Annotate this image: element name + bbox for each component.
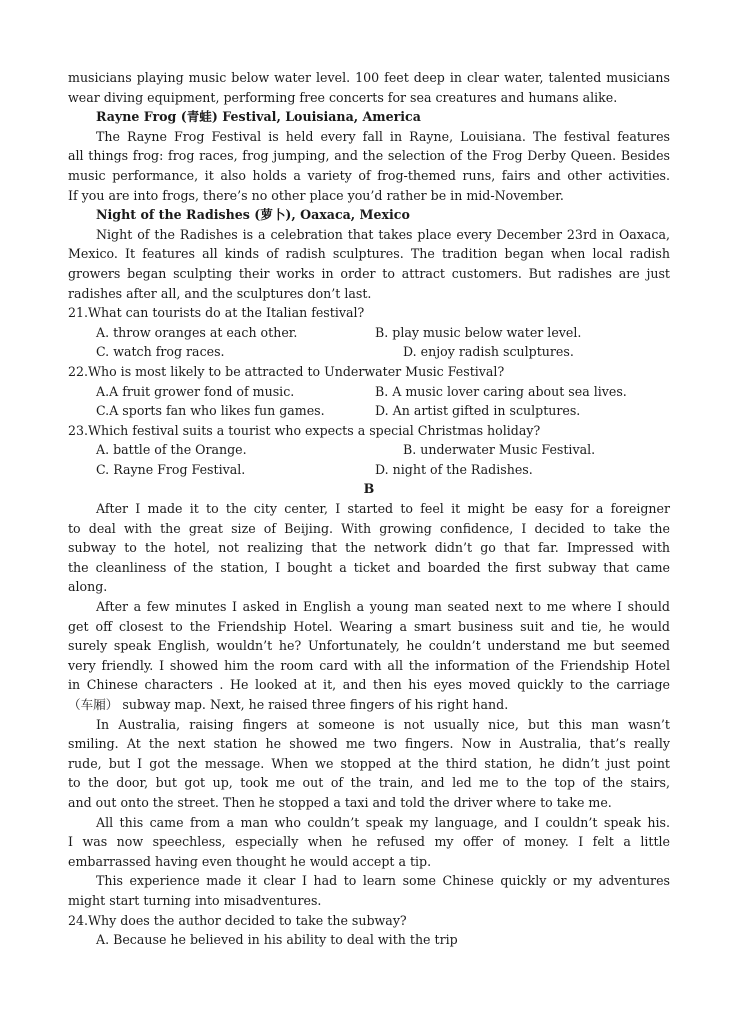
option: C. watch frog races. [96,344,225,360]
text-line: （车厢） subway map. Next, he raised three fingers of his right hand. [68,697,509,712]
text-line: Mexico. It features all kinds of radish sculptures. The tradition began when local radish [68,246,670,262]
question-stem: 24.Why does the author decided to take the subway? [68,912,407,928]
question-stem: 21.What can tourists do at the Italian festival? [68,305,365,321]
text-line: get off closest to the Friendship Hotel. Wearing a smart business suit and tie, he would [68,618,670,634]
festival-heading: Rayne Frog (青蛙) Festival, Louisiana, America [96,109,421,125]
text-line: smiling. At the next station he showed me two fingers. Now in Australia, that’s really [68,736,670,752]
option-row [68,401,670,421]
option: A. battle of the Orange. [96,442,247,458]
text-line: radishes after all, and the sculptures don’t last. [68,285,372,301]
text-line: embarrassed having even thought he would accept a tip. [68,853,432,869]
text-line: rude, but I got the message. When we stopped at the third station, he didn’t just point [68,755,670,771]
text-line: subway to the hotel, not realizing that the network didn’t go that far. Impressed with [68,540,670,556]
text-line: wear diving equipment, performing free concerts for sea creatures and humans alike. [68,89,618,105]
text-line: growers began sculpting their works in order to attract customers. But radishes are just [68,265,670,281]
text-line: and out onto the street. Then he stopped a taxi and told the driver where to take me. [68,794,612,810]
text-line: After a few minutes I asked in English a young man seated next to me where I should [96,599,670,615]
option: C.A sports fan who likes fun games. [96,403,325,419]
option: B. play music below water level. [375,324,582,340]
text-line: music performance, it also holds a variety of frog-themed runs, fairs and other activities. [68,167,670,183]
option: A. throw oranges at each other. [96,324,298,340]
question-stem: 23.Which festival suits a tourist who expects a special Christmas holiday? [68,422,541,438]
option: C. Rayne Frog Festival. [96,461,246,477]
exam-page [68,68,670,950]
text-line: the cleanliness of the station, I bought a ticket and boarded the first subway that came [68,559,670,575]
text-line: surely speak English, wouldn’t he? Unfortunately, he couldn’t understand me but seemed [68,638,670,654]
text-line: In Australia, raising fingers at someone is not usually nice, but this man wasn’t [96,716,670,732]
text-line: After I made it to the city center, I started to feel it might be easy for a foreigner [96,501,670,517]
option: B. underwater Music Festival. [403,442,596,458]
text-line: very friendly. I showed him the room card with all the information of the Friendship Hotel [68,657,670,673]
text-line: This experience made it clear I had to learn some Chinese quickly or my adventures [96,873,670,889]
text-line: to the door, but got up, took me out of the train, and led me to the top of the stairs, [68,775,670,791]
text-line: along. [68,579,108,595]
text-line: all things frog: frog races, frog jumping, and the selection of the Frog Derby Queen. Besides [68,148,670,164]
option: A.A fruit grower fond of music. [96,383,295,399]
option: A. Because he believed in his ability to deal with the trip [96,932,458,948]
text-line: If you are into frogs, there’s no other place you’d rather be in mid-November. [68,187,564,203]
text-line: to deal with the great size of Beijing. With growing confidence, I decided to take the [68,520,670,536]
text-line: in Chinese characters . He looked at it, and then his eyes moved quickly to the carriage [68,677,670,693]
option: B. A music lover caring about sea lives. [375,383,627,399]
option: D. enjoy radish sculptures. [403,344,574,360]
festival-heading: Night of the Radishes (萝卜), Oaxaca, Mexico [96,207,410,223]
option-row [68,323,670,343]
text-line: The Rayne Frog Festival is held every fall in Rayne, Louisiana. The festival features [96,128,670,144]
text-line: Night of the Radishes is a celebration that takes place every December 23rd in Oaxaca, [96,226,670,242]
option-row [68,440,670,460]
question-stem: 22.Who is most likely to be attracted to Underwater Music Festival? [68,363,505,379]
section-label: B [363,481,375,497]
text-line: I was now speechless, especially when he refused my offer of money. I felt a little [68,834,670,850]
option-row [68,460,670,480]
text-line: All this came from a man who couldn’t speak my language, and I couldn’t speak his. [96,814,670,830]
option-row [68,382,670,402]
option: D. An artist gifted in sculptures. [375,403,581,419]
text-line: might start turning into misadventures. [68,892,322,908]
option: D. night of the Radishes. [375,461,533,477]
option-row [68,342,670,362]
text-line: musicians playing music below water level. 100 feet deep in clear water, talented musicians [68,70,670,85]
